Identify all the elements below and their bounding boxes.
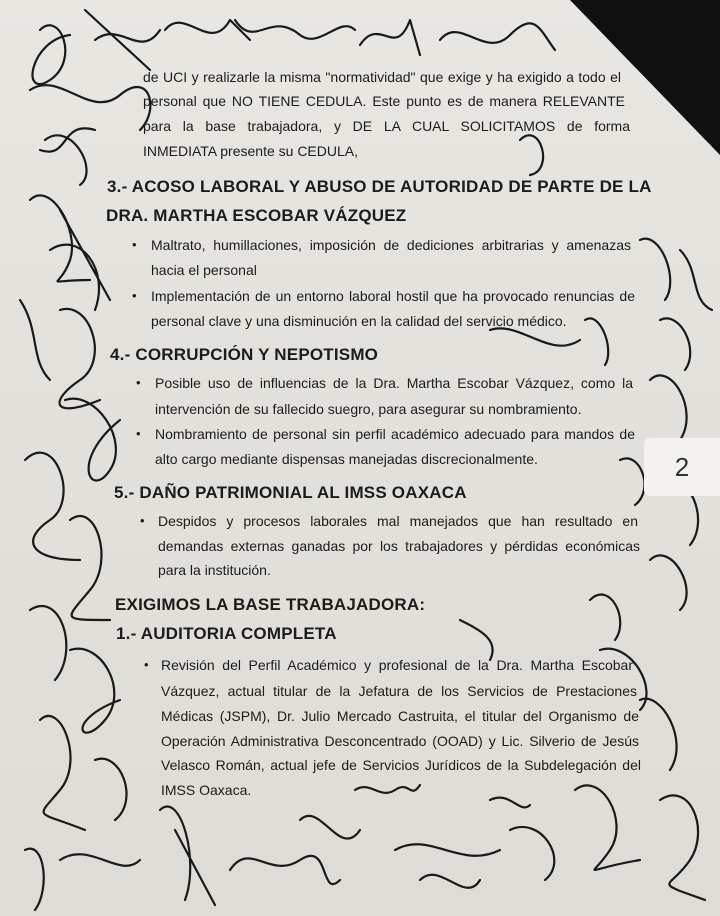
intro-line-2: personal que NO TIENE CEDULA. Este punto es de manera RELEVANTE [143, 93, 625, 109]
bullet-marker: • [136, 375, 141, 390]
section4-bullet1-line2: intervención de su fallecido suegro, para asegurar su nombramiento. [155, 401, 582, 417]
demands-bullet-line5: Velasco Román, actual jefe de Servicios Jurídicos de la Subdelegación del [161, 757, 641, 773]
intro-line-3: para la base trabajadora, y DE LA CUAL SOLICITAMOS de forma [143, 118, 630, 134]
bullet-marker: • [136, 426, 141, 441]
section4-bullet2-line2: alto cargo mediante dispensas manejadas discrecionalmente. [155, 451, 538, 467]
section3-bullet1-line1: Maltrato, humillaciones, imposición de dediciones arbitrarias y amenazas [151, 237, 631, 253]
demands-bullet-line1: Revisión del Perfil Académico y profesional de la Dra. Martha Escobar [161, 657, 633, 673]
section5-bullet1-line2: demandas externas ganadas por los trabajadores y pérdidas económicas [158, 538, 640, 554]
intro-line-1: de UCI y realizarle la misma "normatividad" que exige y ha exigido a todo el [143, 69, 621, 85]
section3-bullet1-line2: hacia el personal [151, 262, 257, 278]
section4-heading: 4.- CORRUPCIÓN Y NEPOTISMO [110, 345, 379, 364]
bullet-marker: • [132, 237, 137, 252]
demands-bullet-line2: Vázquez, actual titular de la Jefatura de los Servicios de Prestaciones [161, 683, 637, 699]
section3-bullet2-line2: personal clave y una disminución en la calidad del servicio médico. [151, 313, 567, 329]
demands-bullet-line4: Operación Administrativa Desconcentrado (OOAD) y Lic. Silverio de Jesús [161, 733, 639, 749]
demands-subheading: 1.- AUDITORIA COMPLETA [116, 624, 337, 643]
demands-heading: EXIGIMOS LA BASE TRABAJADORA: [115, 595, 426, 614]
intro-line-4: INMEDIATA presente su CEDULA, [143, 143, 358, 159]
demands-bullet-line6: IMSS Oaxaca. [161, 782, 252, 798]
section3-bullet2-line1: Implementación de un entorno laboral hostil que ha provocado renuncias de [151, 288, 635, 304]
bullet-marker: • [144, 657, 149, 672]
section5-bullet1-line3: para la institución. [158, 562, 271, 578]
section3-heading-line-1: 3.- ACOSO LABORAL Y ABUSO DE AUTORIDAD DE PARTE DE LA [107, 177, 652, 196]
demands-bullet-line3: Médicas (JSPM), Dr. Julio Mercado Castruita, el titular del Organismo de [161, 708, 639, 724]
section5-bullet1-line1: Despidos y procesos laborales mal manejados que han resultado en [158, 513, 638, 529]
section4-bullet2-line1: Nombramiento de personal sin perfil académico adecuado para mandos de [155, 426, 635, 442]
page-number-badge: 2 [644, 438, 720, 496]
section5-heading: 5.- DAÑO PATRIMONIAL AL IMSS OAXACA [114, 483, 467, 502]
bullet-marker: • [132, 288, 137, 303]
bullet-marker: • [140, 513, 145, 528]
section3-heading-line-2: DRA. MARTHA ESCOBAR VÁZQUEZ [106, 206, 407, 225]
section4-bullet1-line1: Posible uso de influencias de la Dra. Martha Escobar Vázquez, como la [155, 375, 633, 391]
